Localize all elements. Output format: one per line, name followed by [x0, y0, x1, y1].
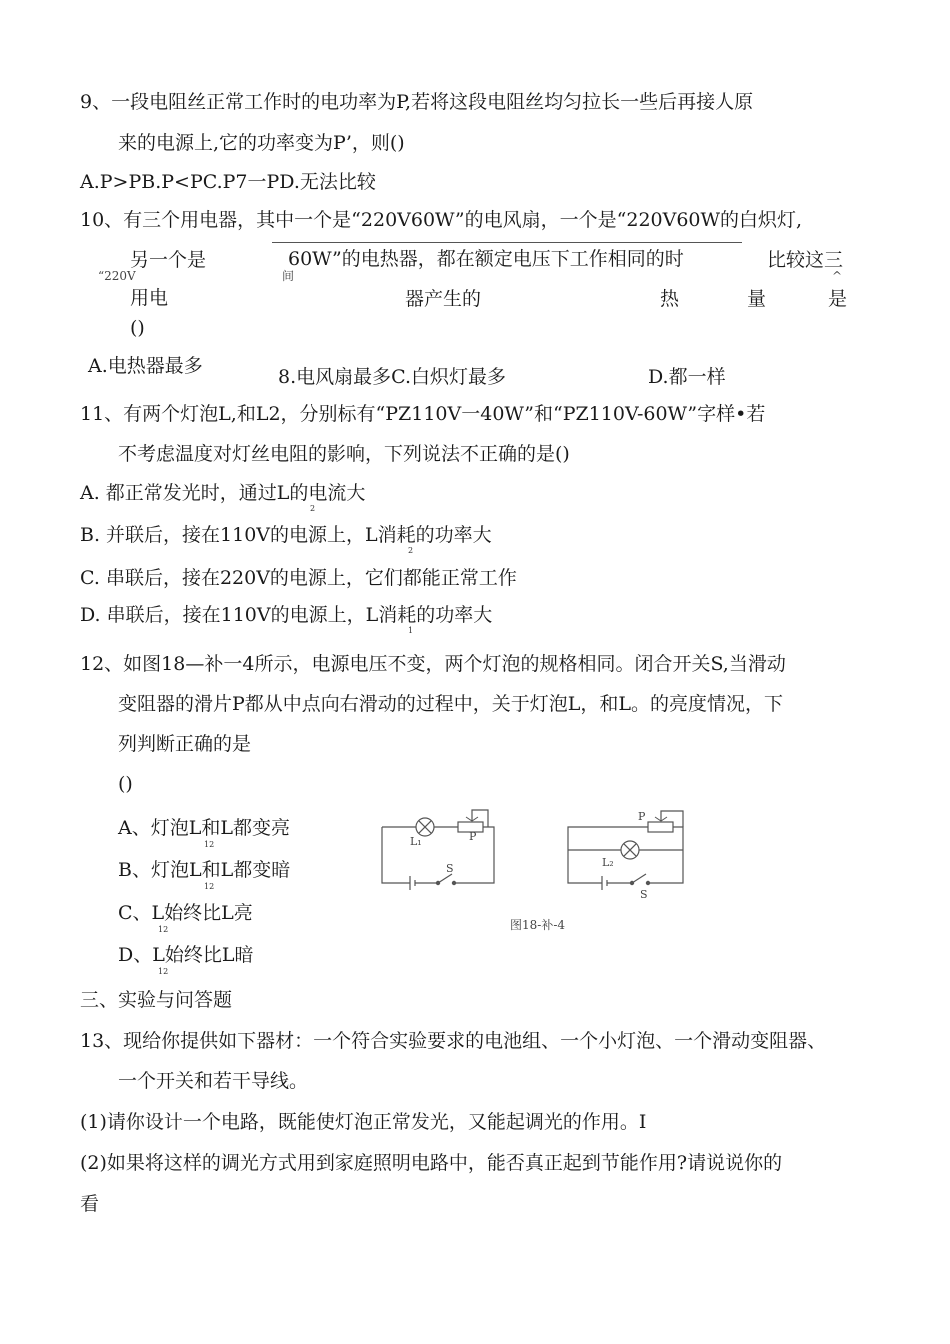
q10-stem-word-2: 量 — [747, 288, 767, 310]
q10-fragment-right: ^ — [832, 269, 843, 283]
q13-part2-continued: 看 — [80, 1193, 100, 1215]
q13-part1: (1)请你设计一个电路，既能使灯泡正常发光，又能起调光的作用。I — [80, 1111, 647, 1133]
q10-stem-line1: 10、有三个用电器，其中一个是“220V60W”的电风扇，一个是“220V60W的白炽灯, — [80, 209, 803, 231]
section-heading: 三、实验与问答题 — [80, 989, 233, 1011]
q10-stem-word-3: 是 — [828, 288, 848, 310]
q12-stem-line1: 12、如图18—补一4所示，电源电压不变，两个灯泡的规格相同。闭合开关S,当滑动 — [80, 653, 786, 675]
q10-option-a: A.电热器最多 — [88, 355, 203, 377]
q11-option-a-subscript: 2 — [310, 504, 316, 513]
q12-option-b: B、灯泡L和L都变暗 — [118, 859, 291, 881]
circuit-figure — [370, 800, 710, 940]
q12-answer-paren: () — [118, 773, 133, 795]
q10-stem-line3-mid: 器产生的 — [405, 288, 482, 310]
left-switch-icon — [438, 874, 452, 883]
q10-stem-line2-mid: 60W”的电热器，都在额定电压下工作相同的时 — [288, 248, 684, 270]
q10-underline — [272, 242, 742, 243]
q13-stem-line2: 一个开关和若干导线。 — [118, 1070, 309, 1092]
q10-stem-word-1: 热 — [660, 288, 680, 310]
q10-stem-line2-right: 比较这三 — [767, 249, 844, 271]
q12-option-d-subscript: 12 — [158, 967, 169, 976]
right-slider-label: P — [638, 810, 646, 823]
q13-stem-line1: 13、现给你提供如下器材：一个符合实验要求的电池组、一个小灯泡、一个滑动变阻器、 — [80, 1030, 827, 1052]
q11-stem-line1: 11、有两个灯泡L,和L2，分别标有“PZ110V一40W”和“PZ110V-60W”字样•若 — [80, 403, 766, 425]
q10-option-bc: 8.电风扇最多C.白炽灯最多 — [278, 366, 507, 388]
q11-option-d: D. 串联后，接在110V的电源上，L消耗的功率大 — [80, 604, 493, 626]
q12-option-a-subscript: 12 — [204, 840, 215, 849]
q12-stem-line3: 列判断正确的是 — [118, 733, 252, 755]
right-battery-icon — [602, 876, 607, 890]
left-slider-icon — [472, 810, 488, 827]
q12-option-c-subscript: 12 — [158, 925, 169, 934]
q11-option-b-subscript: 2 — [408, 546, 414, 555]
left-slider-label: P — [469, 830, 477, 843]
q10-fragment-left: “220V — [98, 269, 136, 283]
q13-part2: (2)如果将这样的调光方式用到家庭照明电路中，能否真正起到节能作用?请说说你的 — [80, 1152, 783, 1174]
figure-caption: 图18-补-4 — [510, 918, 566, 932]
q11-option-a: A. 都正常发光时，通过L的电流大 — [80, 482, 366, 504]
right-rheostat-icon — [648, 822, 673, 832]
q10-answer-paren: () — [130, 317, 145, 339]
q12-option-a: A、灯泡L和L都变亮 — [118, 817, 290, 839]
left-battery-icon — [410, 876, 415, 890]
q12-option-b-subscript: 12 — [204, 882, 215, 891]
q12-option-d: D、L始终比L暗 — [118, 944, 254, 966]
q12-option-c: C、L始终比L亮 — [118, 902, 253, 924]
q12-stem-line2: 变阻器的滑片P都从中点向右滑动的过程中，关于灯泡L，和L。的亮度情况，下 — [118, 693, 784, 715]
q9-stem-line2: 来的电源上,它的功率变为P’，则() — [118, 132, 405, 154]
right-switch-label: S — [640, 888, 648, 901]
q11-option-b: B. 并联后，接在110V的电源上，L消耗的功率大 — [80, 524, 492, 546]
left-switch-label: S — [446, 862, 454, 875]
q10-stem-line3-left: 用电 — [130, 287, 169, 309]
right-lamp-label: L₂ — [602, 856, 614, 869]
right-circuit-wire — [568, 850, 602, 883]
q10-fragment-mid: 间 — [282, 269, 295, 283]
right-switch-icon — [632, 874, 646, 883]
q9-options: A.P>PB.P<PC.P7一PD.无法比较 — [80, 171, 376, 193]
left-lamp-label: L₁ — [410, 835, 422, 848]
q9-stem-line1: 9、一段电阻丝正常工作时的电功率为P,若将这段电阻丝均匀拉长一些后再接人原 — [80, 91, 754, 113]
q11-stem-line2: 不考虑温度对灯丝电阻的影响，下列说法不正确的是() — [118, 443, 570, 465]
q10-option-d: D.都一样 — [648, 366, 726, 388]
q11-option-c: C. 串联后，接在220V的电源上，它们都能正常工作 — [80, 567, 517, 589]
q11-option-d-subscript: 1 — [408, 626, 414, 635]
q10-stem-line2-left: 另一个是 — [130, 249, 207, 271]
